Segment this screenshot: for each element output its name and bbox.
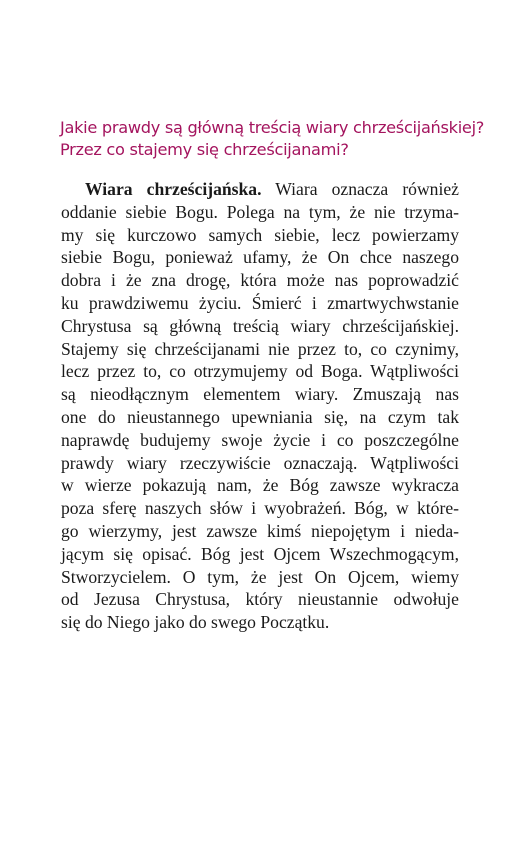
answer-line: Stworzycielem. O tym, że jest On Ojcem, wiemy: [61, 566, 459, 587]
answer-line: w wierze pokazują nam, że Bóg zawsze wykracza: [61, 475, 459, 496]
answer-paragraph: [61, 178, 459, 634]
answer-line: oddanie siebie Bogu. Polega na tym, że nie trzyma-: [61, 201, 459, 222]
answer-line: są nieodłącznym elementem wiary. Zmuszają nas: [61, 384, 459, 405]
answer-line: poza sferę naszych słów i wyobrażeń. Bóg, w które-: [61, 498, 459, 519]
question-heading: [60, 117, 485, 161]
answer-line: prawdy wiary rzeczywiście oznaczają. Wątpliwości: [61, 452, 459, 473]
answer-line: my się kurczowo samych siebie, lecz powierzamy: [61, 224, 459, 245]
answer-line: naprawdę budujemy swoje życie i co poszczególne: [61, 429, 459, 450]
answer-line: lecz przez to, co otrzymujemy od Boga. Wątpliwości: [61, 361, 459, 382]
answer-line: Stajemy się chrześcijanami nie przez to, co czynimy,: [61, 338, 459, 359]
answer-line: go wierzymy, jest zawsze kimś niepojętym i nieda-: [61, 520, 459, 541]
answer-line: dobra i że zna drogę, która może nas poprowadzić: [61, 270, 459, 291]
answer-line-1: [61, 178, 459, 201]
question-line-1: Jakie prawdy są główną treścią wiary chrześcijańskiej?: [60, 118, 485, 137]
answer-line: jącym się opisać. Bóg jest Ojcem Wszechmogącym,: [61, 543, 459, 564]
answer-line: siebie Bogu, ponieważ ufamy, że On chce naszego: [61, 247, 459, 268]
answer-line: ku prawdziwemu życiu. Śmierć i zmartwychwstanie: [61, 292, 459, 313]
answer-line-last: się do Niego jako do swego Początku.: [61, 612, 330, 633]
question-line-2: Przez co stajemy się chrześcijanami?: [60, 140, 349, 159]
answer-line: one do nieustannego upewniania się, na czym tak: [61, 406, 459, 427]
answer-lead-term: Wiara chrześcijańska.: [85, 179, 262, 199]
answer-line: od Jezusa Chrystusa, który nieustannie odwołuje: [61, 589, 459, 610]
answer-line: Chrystusa są główną treścią wiary chrześcijańskiej.: [61, 315, 459, 336]
answer-line-1-rest: Wiara oznacza również: [261, 179, 459, 199]
